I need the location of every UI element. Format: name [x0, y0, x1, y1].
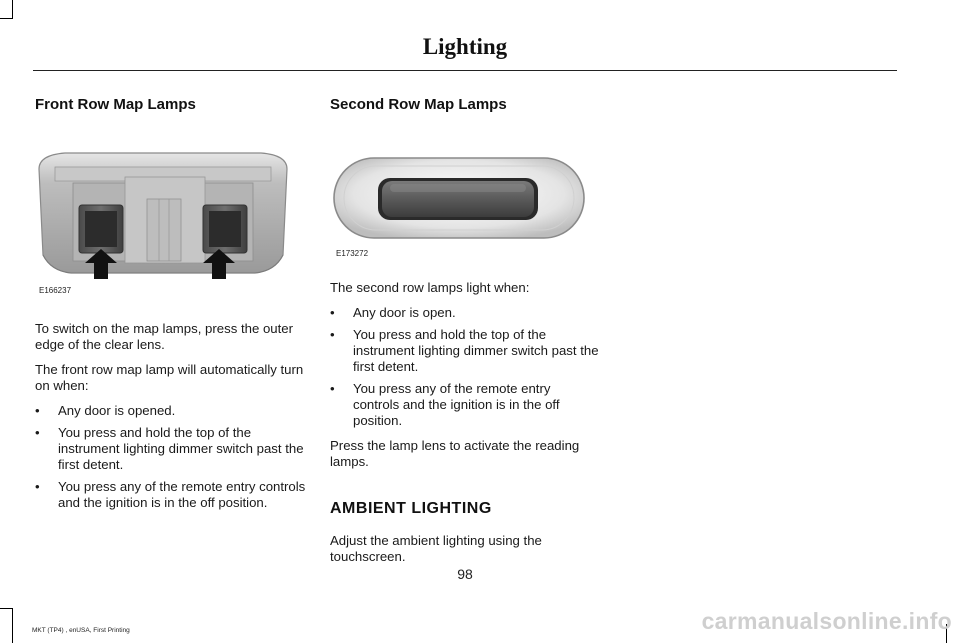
left-column: [35, 96, 307, 520]
bullet-glyph: •: [35, 479, 40, 494]
crop-mark-top-left-h: [0, 18, 13, 19]
ambient-lighting-heading: AMBIENT LIGHTING: [330, 500, 492, 517]
print-info: MKT (TP4) , enUSA, First Printing: [32, 627, 130, 634]
second-row-lamp-figure: [330, 142, 590, 260]
list-item: • You press and hold the top of the instrument lighting dimmer switch past the first detent.: [330, 327, 599, 374]
list-item: • You press and hold the top of the instrument lighting dimmer switch past the first detent.: [35, 425, 304, 472]
bullet-glyph: •: [330, 305, 335, 320]
bullet-glyph: •: [35, 425, 40, 440]
bullet-glyph: •: [35, 403, 40, 418]
front-map-lamps-figure: [35, 147, 295, 302]
bullet-glyph: •: [330, 381, 335, 396]
crop-mark-bottom-left: [12, 608, 13, 643]
second-row-lamp-illustration: [330, 142, 590, 246]
figure-code: E173272: [336, 249, 369, 258]
paragraph: Press the lamp lens to activate the reading lamps.: [330, 438, 580, 469]
figure-code: E166237: [39, 286, 72, 295]
watermark: carmanualsonline.info: [701, 608, 952, 634]
right-column: [330, 96, 600, 574]
paragraph: The front row map lamp will automatically turn on when:: [35, 362, 304, 393]
paragraph: To switch on the map lamps, press the outer edge of the clear lens.: [35, 321, 294, 352]
bullet-list: [35, 403, 307, 511]
bullet-glyph: •: [330, 327, 335, 342]
second-row-heading: Second Row Map Lamps: [330, 96, 507, 113]
list-item: • You press any of the remote entry controls and the ignition is in the off position.: [35, 479, 306, 510]
list-item: • You press any of the remote entry controls and the ignition is in the off position.: [330, 381, 560, 428]
paragraph: Adjust the ambient lighting using the touchscreen.: [330, 533, 542, 564]
page-number: 98: [457, 566, 473, 582]
page-title: Lighting: [422, 34, 508, 59]
paragraph: The second row lamps light when:: [330, 280, 530, 295]
header-divider: [33, 70, 897, 71]
crop-mark-bottom-left-h: [0, 608, 13, 609]
bullet-list: [330, 305, 600, 429]
list-item: • Any door is open.: [330, 305, 456, 320]
crop-mark-top-left: [12, 0, 13, 18]
front-map-lamps-illustration: [35, 147, 295, 287]
list-item: • Any door is opened.: [35, 403, 176, 418]
front-row-heading: Front Row Map Lamps: [35, 96, 196, 113]
